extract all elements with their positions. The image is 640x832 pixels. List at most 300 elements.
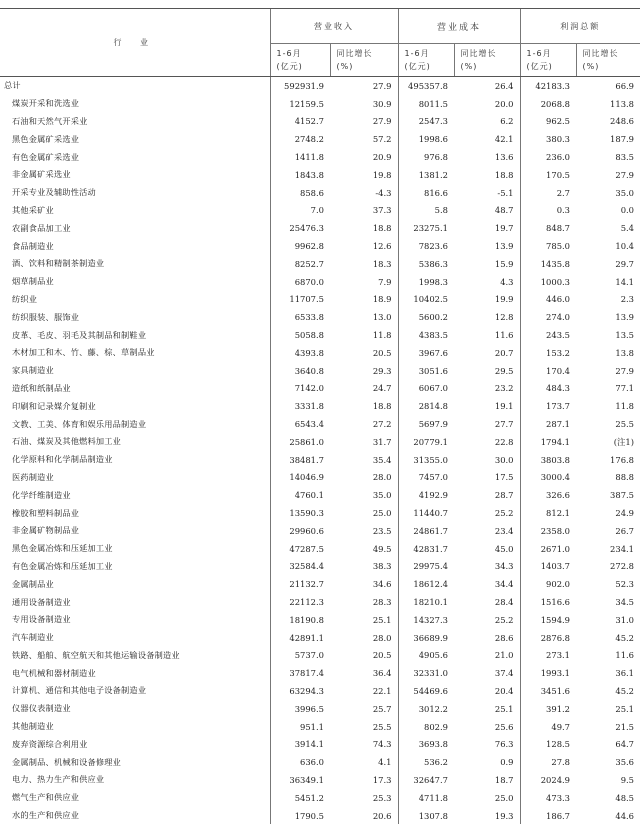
revenue-growth-cell: 27.9 <box>372 116 392 127</box>
profit-cell: 2671.0 <box>520 540 576 558</box>
cost-growth-cell: 28.4 <box>494 597 514 607</box>
table-row <box>0 647 640 665</box>
revenue-cell: 8252.7 <box>270 255 330 273</box>
cost-growth-cell: 30.0 <box>494 454 514 465</box>
revenue-cell: 3331.8 <box>270 397 330 415</box>
revenue-cell: 6533.8 <box>270 308 330 326</box>
revenue-growth-cell: 36.4 <box>372 668 392 679</box>
industry-name-cell: 通用设备制造业 <box>12 596 71 607</box>
profit-growth-cell: 0.0 <box>620 205 635 216</box>
revenue-growth-cell: 74.3 <box>372 739 392 750</box>
industry-name-cell: 有色金属冶炼和压延加工业 <box>12 560 113 571</box>
table-row <box>0 629 640 647</box>
cost-growth-cell: 23.2 <box>494 383 514 394</box>
industry-name-cell: 非金属矿采选业 <box>12 169 71 180</box>
revenue-cell: 25861.0 <box>270 433 330 451</box>
revenue-cell: 858.6 <box>270 184 330 202</box>
profit-growth-cell: 234.1 <box>610 543 635 554</box>
cost-cell: 18612.4 <box>398 575 454 593</box>
profit-cell: 3451.6 <box>520 682 576 700</box>
cost-growth-cell: 19.3 <box>494 810 514 821</box>
revenue-cell: 4152.7 <box>270 113 330 131</box>
revenue-growth-cell: 12.6 <box>372 241 392 252</box>
revenue-cell: 1411.8 <box>270 148 330 166</box>
table-row <box>0 575 640 593</box>
table-row <box>0 415 640 433</box>
industry-finance-table <box>0 8 640 824</box>
industry-name-cell: 总计 <box>4 80 21 91</box>
revenue-growth-cell: 35.0 <box>372 490 392 501</box>
cost-cell: 42831.7 <box>398 540 454 558</box>
revenue-growth-cell: 24.7 <box>372 383 392 394</box>
revenue-cell: 2748.2 <box>270 130 330 148</box>
table-row <box>0 433 640 451</box>
cost-growth-cell: 23.4 <box>494 525 514 536</box>
profit-growth-cell: 48.5 <box>615 792 635 803</box>
industry-name-cell: 黑色金属冶炼和压延加工业 <box>12 543 113 554</box>
table-row <box>0 718 640 736</box>
industry-name-cell: 食品制造业 <box>12 240 54 251</box>
industry-name-cell: 非金属矿物制品业 <box>12 525 80 536</box>
industry-name-cell: 废弃资源综合利用业 <box>12 738 88 749</box>
table-row <box>0 130 640 148</box>
cost-growth-cell: 6.2 <box>500 116 514 127</box>
cost-growth-cell: 48.7 <box>494 205 514 216</box>
table-row <box>0 504 640 522</box>
cost-growth-cell: 20.0 <box>494 98 514 109</box>
industry-name-cell: 开采专业及辅助性活动 <box>12 187 96 198</box>
table-row <box>0 184 640 202</box>
industry-name-cell: 仪器仪表制造业 <box>12 703 71 714</box>
industry-name-cell: 纺织业 <box>12 293 38 304</box>
profit-growth-cell: 248.6 <box>610 116 635 127</box>
cost-cell: 802.9 <box>398 718 454 736</box>
cost-growth-cell: 11.6 <box>494 330 514 341</box>
cost-growth-cell: 45.0 <box>494 543 514 554</box>
industry-name-cell: 石油、煤炭及其他燃料加工业 <box>12 436 122 447</box>
cost-cell: 3693.8 <box>398 735 454 753</box>
profit-growth-cell: 113.8 <box>610 98 635 109</box>
profit-cell: 153.2 <box>520 344 576 362</box>
revenue-cell: 4393.8 <box>270 344 330 362</box>
revenue-growth-cell: 49.5 <box>372 543 392 554</box>
revenue-growth-cell: 18.8 <box>372 401 392 412</box>
cost-growth-header: 同比增长 (%) <box>454 44 520 77</box>
profit-growth-cell: 272.8 <box>610 561 635 572</box>
profit-cell: 2876.8 <box>520 629 576 647</box>
table-row <box>0 148 640 166</box>
table-body <box>0 77 640 825</box>
profit-cell: 236.0 <box>520 148 576 166</box>
cost-growth-cell: 17.5 <box>494 472 514 483</box>
profit-growth-cell: 45.2 <box>615 632 635 643</box>
table-row <box>0 344 640 362</box>
revenue-cell: 6543.4 <box>270 415 330 433</box>
table-row <box>0 469 640 487</box>
profit-cell: 1594.9 <box>520 611 576 629</box>
revenue-growth-cell: 13.0 <box>372 312 392 323</box>
profit-growth-cell: 44.6 <box>615 810 635 821</box>
table-row <box>0 522 640 540</box>
cost-growth-cell: 15.9 <box>494 258 514 269</box>
profit-growth-cell: 83.5 <box>615 152 635 163</box>
revenue-growth-cell: 27.2 <box>372 419 392 430</box>
cost-cell: 36689.9 <box>398 629 454 647</box>
industry-name-cell: 电气机械和器材制造业 <box>12 667 96 678</box>
cost-growth-cell: 0.9 <box>500 757 514 768</box>
cost-growth-cell: 25.2 <box>494 508 514 519</box>
industry-name-cell: 铁路、船舶、航空航天和其他运输设备制造业 <box>12 649 180 660</box>
profit-cell: 391.2 <box>520 700 576 718</box>
cost-cell: 7457.0 <box>398 469 454 487</box>
cost-growth-cell: 21.0 <box>494 650 514 661</box>
profit-growth-cell: 13.8 <box>615 347 635 358</box>
cost-cell: 1381.2 <box>398 166 454 184</box>
cost-cell: 20779.1 <box>398 433 454 451</box>
industry-name-cell: 黑色金属矿采选业 <box>12 133 80 144</box>
cost-growth-cell: -5.1 <box>497 187 514 198</box>
cost-growth-cell: 34.4 <box>494 579 514 590</box>
cost-cell: 5697.9 <box>398 415 454 433</box>
industry-name-cell: 有色金属矿采选业 <box>12 151 80 162</box>
table-row <box>0 451 640 469</box>
revenue-cell: 5451.2 <box>270 789 330 807</box>
cost-cell: 32331.0 <box>398 664 454 682</box>
table-row <box>0 308 640 326</box>
revenue-growth-cell: 20.6 <box>372 810 392 821</box>
revenue-growth-cell: 23.5 <box>372 525 392 536</box>
table-row <box>0 255 640 273</box>
cost-growth-cell: 42.1 <box>494 134 514 145</box>
cost-cell: 8011.5 <box>398 95 454 113</box>
profit-growth-cell: 77.1 <box>615 383 635 394</box>
cost-growth-cell: 20.7 <box>494 347 514 358</box>
profit-growth-cell: 14.1 <box>615 276 635 287</box>
profit-cell: 848.7 <box>520 219 576 237</box>
revenue-growth-cell: 18.3 <box>372 258 392 269</box>
profit-growth-cell: 35.0 <box>615 187 635 198</box>
table-row <box>0 95 640 113</box>
industry-name-cell: 金属制品、机械和设备修理业 <box>12 756 122 767</box>
cost-cell: 32647.7 <box>398 771 454 789</box>
industry-name-cell: 文教、工美、体育和娱乐用品制造业 <box>12 418 147 429</box>
profit-period-header: 1-6月 (亿元) <box>520 44 576 77</box>
cost-growth-cell: 29.5 <box>494 365 514 376</box>
table-row <box>0 700 640 718</box>
revenue-cell: 592931.9 <box>270 77 330 95</box>
cost-cell: 14327.3 <box>398 611 454 629</box>
cost-growth-cell: 25.2 <box>494 614 514 625</box>
revenue-growth-cell: 28.3 <box>372 597 392 607</box>
profit-growth-header: 同比增长 (%) <box>576 44 640 77</box>
profit-cell: 326.6 <box>520 486 576 504</box>
cost-growth-cell: 4.3 <box>500 276 514 287</box>
profit-cell: 785.0 <box>520 237 576 255</box>
profit-cell: 49.7 <box>520 718 576 736</box>
cost-cell: 2547.3 <box>398 113 454 131</box>
revenue-growth-cell: 25.7 <box>372 703 392 714</box>
profit-growth-cell: 13.9 <box>615 312 635 323</box>
profit-growth-cell: 64.7 <box>615 739 635 750</box>
revenue-growth-cell: 25.5 <box>372 721 392 732</box>
profit-cell: 173.7 <box>520 397 576 415</box>
cost-growth-cell: 18.8 <box>494 169 514 180</box>
profit-growth-cell: 13.5 <box>615 330 635 341</box>
industry-name-cell: 其他制造业 <box>12 721 54 732</box>
cost-cell: 7823.6 <box>398 237 454 255</box>
cost-growth-cell: 20.4 <box>494 685 514 696</box>
cost-growth-cell: 25.6 <box>494 721 514 732</box>
cost-growth-cell: 19.7 <box>494 223 514 234</box>
profit-cell: 1993.1 <box>520 664 576 682</box>
revenue-growth-cell: 31.7 <box>372 436 392 447</box>
profit-growth-cell: 52.3 <box>615 579 635 590</box>
cost-growth-cell: 76.3 <box>494 739 514 750</box>
profit-growth-cell: 176.8 <box>610 454 635 465</box>
cost-growth-cell: 37.4 <box>494 668 514 679</box>
profit-cell: 42183.3 <box>520 77 576 95</box>
profit-cell: 2358.0 <box>520 522 576 540</box>
cost-growth-cell: 27.7 <box>494 419 514 430</box>
profit-growth-cell: 25.5 <box>615 419 635 430</box>
industry-name-cell: 其他采矿业 <box>12 204 54 215</box>
table-row <box>0 237 640 255</box>
profit-cell: 1000.3 <box>520 273 576 291</box>
cost-cell: 976.8 <box>398 148 454 166</box>
revenue-growth-cell: 25.0 <box>372 508 392 519</box>
profit-growth-cell: 387.5 <box>610 490 635 501</box>
revenue-growth-cell: 18.9 <box>372 294 392 305</box>
profit-growth-cell: 26.7 <box>615 525 635 536</box>
revenue-cell: 14046.9 <box>270 469 330 487</box>
industry-name-cell: 化学纤维制造业 <box>12 489 71 500</box>
profit-growth-cell: 21.5 <box>615 721 635 732</box>
table-row <box>0 219 640 237</box>
cost-cell: 4905.6 <box>398 647 454 665</box>
profit-cell: 484.3 <box>520 380 576 398</box>
revenue-growth-cell: 20.9 <box>372 152 392 163</box>
profit-cell: 287.1 <box>520 415 576 433</box>
cost-cell: 5600.2 <box>398 308 454 326</box>
table-row <box>0 771 640 789</box>
revenue-cell: 7.0 <box>270 202 330 220</box>
profit-cell: 186.7 <box>520 807 576 825</box>
profit-cell: 380.3 <box>520 130 576 148</box>
table-row <box>0 611 640 629</box>
profit-growth-cell: 45.2 <box>615 685 635 696</box>
industry-name-cell: 皮革、毛皮、羽毛及其制品和制鞋业 <box>12 329 147 340</box>
cost-cell: 5.8 <box>398 202 454 220</box>
revenue-cell: 7142.0 <box>270 380 330 398</box>
revenue-growth-cell: 37.3 <box>372 205 392 216</box>
profit-cell: 1794.1 <box>520 433 576 451</box>
industry-name-cell: 电力、热力生产和供应业 <box>12 774 105 785</box>
industry-name-cell: 酒、饮料和精制茶制造业 <box>12 258 105 269</box>
profit-growth-cell: 29.7 <box>615 258 635 269</box>
profit-cell: 0.3 <box>520 202 576 220</box>
revenue-growth-cell: 17.3 <box>372 774 392 785</box>
cost-cell: 11440.7 <box>398 504 454 522</box>
revenue-cell: 38481.7 <box>270 451 330 469</box>
profit-cell: 2024.9 <box>520 771 576 789</box>
table-row <box>0 397 640 415</box>
table-row <box>0 380 640 398</box>
cost-cell: 4383.5 <box>398 326 454 344</box>
profit-cell: 170.5 <box>520 166 576 184</box>
profit-growth-cell: 9.5 <box>620 774 635 785</box>
cost-growth-cell: 28.7 <box>494 490 514 501</box>
revenue-cell: 9962.8 <box>270 237 330 255</box>
revenue-cell: 36349.1 <box>270 771 330 789</box>
profit-cell: 3000.4 <box>520 469 576 487</box>
profit-cell: 446.0 <box>520 291 576 309</box>
cost-cell: 1998.6 <box>398 130 454 148</box>
profit-group-header: 利润总额 <box>520 9 640 44</box>
profit-cell: 1435.8 <box>520 255 576 273</box>
cost-cell: 18210.1 <box>398 593 454 611</box>
profit-cell: 274.0 <box>520 308 576 326</box>
cost-cell: 6067.0 <box>398 380 454 398</box>
profit-cell: 812.1 <box>520 504 576 522</box>
table-row <box>0 558 640 576</box>
cost-group-header: 营业成本 <box>398 9 520 44</box>
revenue-cell: 12159.5 <box>270 95 330 113</box>
cost-growth-cell: 25.0 <box>494 792 514 803</box>
profit-cell: 1516.6 <box>520 593 576 611</box>
profit-growth-cell: 25.1 <box>615 703 635 714</box>
revenue-growth-cell: 38.3 <box>372 561 392 572</box>
revenue-cell: 22112.3 <box>270 593 330 611</box>
industry-name-cell: 煤炭开采和洗选业 <box>12 98 80 109</box>
cost-cell: 31355.0 <box>398 451 454 469</box>
industry-name-cell: 烟草制品业 <box>12 276 54 287</box>
table-row <box>0 789 640 807</box>
revenue-growth-cell: 22.1 <box>372 685 392 696</box>
revenue-growth-cell: 35.4 <box>372 454 392 465</box>
industry-name-cell: 家具制造业 <box>12 365 54 376</box>
industry-name-cell: 木材加工和木、竹、藤、棕、草制品业 <box>12 347 155 358</box>
table-row <box>0 486 640 504</box>
profit-cell: 2.7 <box>520 184 576 202</box>
industry-name-cell: 农副食品加工业 <box>12 222 71 233</box>
header-row-groups <box>0 9 640 44</box>
industry-name-cell: 医药制造业 <box>12 471 54 482</box>
industry-name-cell: 专用设备制造业 <box>12 614 71 625</box>
revenue-cell: 951.1 <box>270 718 330 736</box>
cost-growth-cell: 18.7 <box>494 774 514 785</box>
revenue-growth-cell: 27.9 <box>372 80 392 91</box>
profit-growth-cell: 24.9 <box>615 508 635 519</box>
profit-cell: 473.3 <box>520 789 576 807</box>
table-row <box>0 202 640 220</box>
industry-name-cell: 造纸和纸制品业 <box>12 382 71 393</box>
revenue-growth-cell: 29.3 <box>372 365 392 376</box>
table-row <box>0 273 640 291</box>
cost-cell: 4192.9 <box>398 486 454 504</box>
cost-period-header: 1-6月 (亿元) <box>398 44 454 77</box>
revenue-growth-cell: 34.6 <box>372 579 392 590</box>
cost-cell: 29975.4 <box>398 558 454 576</box>
revenue-growth-cell: 25.3 <box>372 792 392 803</box>
revenue-cell: 32584.4 <box>270 558 330 576</box>
cost-cell: 5386.3 <box>398 255 454 273</box>
revenue-cell: 636.0 <box>270 753 330 771</box>
profit-cell: 1403.7 <box>520 558 576 576</box>
cost-growth-cell: 13.6 <box>494 152 514 163</box>
industry-name-cell: 橡胶和塑料制品业 <box>12 507 80 518</box>
revenue-cell: 42891.1 <box>270 629 330 647</box>
cost-growth-cell: 25.1 <box>494 703 514 714</box>
profit-cell: 2068.8 <box>520 95 576 113</box>
profit-growth-cell: 11.8 <box>615 401 635 412</box>
cost-cell: 3967.6 <box>398 344 454 362</box>
profit-cell: 128.5 <box>520 735 576 753</box>
revenue-cell: 3996.5 <box>270 700 330 718</box>
industry-name-cell: 纺织服装、服饰业 <box>12 311 80 322</box>
revenue-cell: 1843.8 <box>270 166 330 184</box>
revenue-growth-cell: 25.1 <box>372 614 392 625</box>
profit-growth-cell: 88.8 <box>615 472 635 483</box>
revenue-cell: 21132.7 <box>270 575 330 593</box>
table-row <box>0 682 640 700</box>
cost-cell: 3051.6 <box>398 362 454 380</box>
table-row <box>0 735 640 753</box>
revenue-cell: 18190.8 <box>270 611 330 629</box>
revenue-cell: 3914.1 <box>270 735 330 753</box>
cost-cell: 10402.5 <box>398 291 454 309</box>
revenue-growth-cell: 20.5 <box>372 650 392 661</box>
revenue-cell: 11707.5 <box>270 291 330 309</box>
table-row <box>0 291 640 309</box>
industry-name-cell: 燃气生产和供应业 <box>12 792 80 803</box>
industry-name-cell: 汽车制造业 <box>12 632 54 643</box>
profit-growth-cell: 27.9 <box>615 365 635 376</box>
industry-name-cell: 印刷和记录媒介复制业 <box>12 400 96 411</box>
table-row <box>0 77 640 95</box>
revenue-growth-cell: 18.8 <box>372 223 392 234</box>
profit-cell: 273.1 <box>520 647 576 665</box>
table-row <box>0 166 640 184</box>
revenue-growth-cell: 57.2 <box>372 134 392 145</box>
revenue-cell: 5058.8 <box>270 326 330 344</box>
profit-growth-cell: 35.6 <box>615 757 635 768</box>
industry-name-cell: 计算机、通信和其他电子设备制造业 <box>12 685 147 696</box>
revenue-cell: 6870.0 <box>270 273 330 291</box>
revenue-cell: 47287.5 <box>270 540 330 558</box>
revenue-cell: 4760.1 <box>270 486 330 504</box>
revenue-cell: 5737.0 <box>270 647 330 665</box>
cost-cell: 816.6 <box>398 184 454 202</box>
revenue-cell: 37817.4 <box>270 664 330 682</box>
profit-growth-cell: 2.3 <box>620 294 635 305</box>
table-row <box>0 593 640 611</box>
revenue-cell: 29960.6 <box>270 522 330 540</box>
industry-name-cell: 化学原料和化学制品制造业 <box>12 454 113 465</box>
revenue-cell: 3640.8 <box>270 362 330 380</box>
cost-growth-cell: 34.3 <box>494 561 514 572</box>
revenue-cell: 25476.3 <box>270 219 330 237</box>
revenue-growth-cell: 19.8 <box>372 169 392 180</box>
cost-growth-cell: 19.1 <box>494 401 514 412</box>
cost-cell: 4711.8 <box>398 789 454 807</box>
revenue-cell: 1790.5 <box>270 807 330 825</box>
profit-growth-cell: 187.9 <box>610 134 635 145</box>
profit-growth-cell: 66.9 <box>615 80 635 91</box>
cost-growth-cell: 12.8 <box>494 312 514 323</box>
cost-cell: 54469.6 <box>398 682 454 700</box>
revenue-period-header: 1-6月 (亿元) <box>270 44 330 77</box>
cost-cell: 24861.7 <box>398 522 454 540</box>
